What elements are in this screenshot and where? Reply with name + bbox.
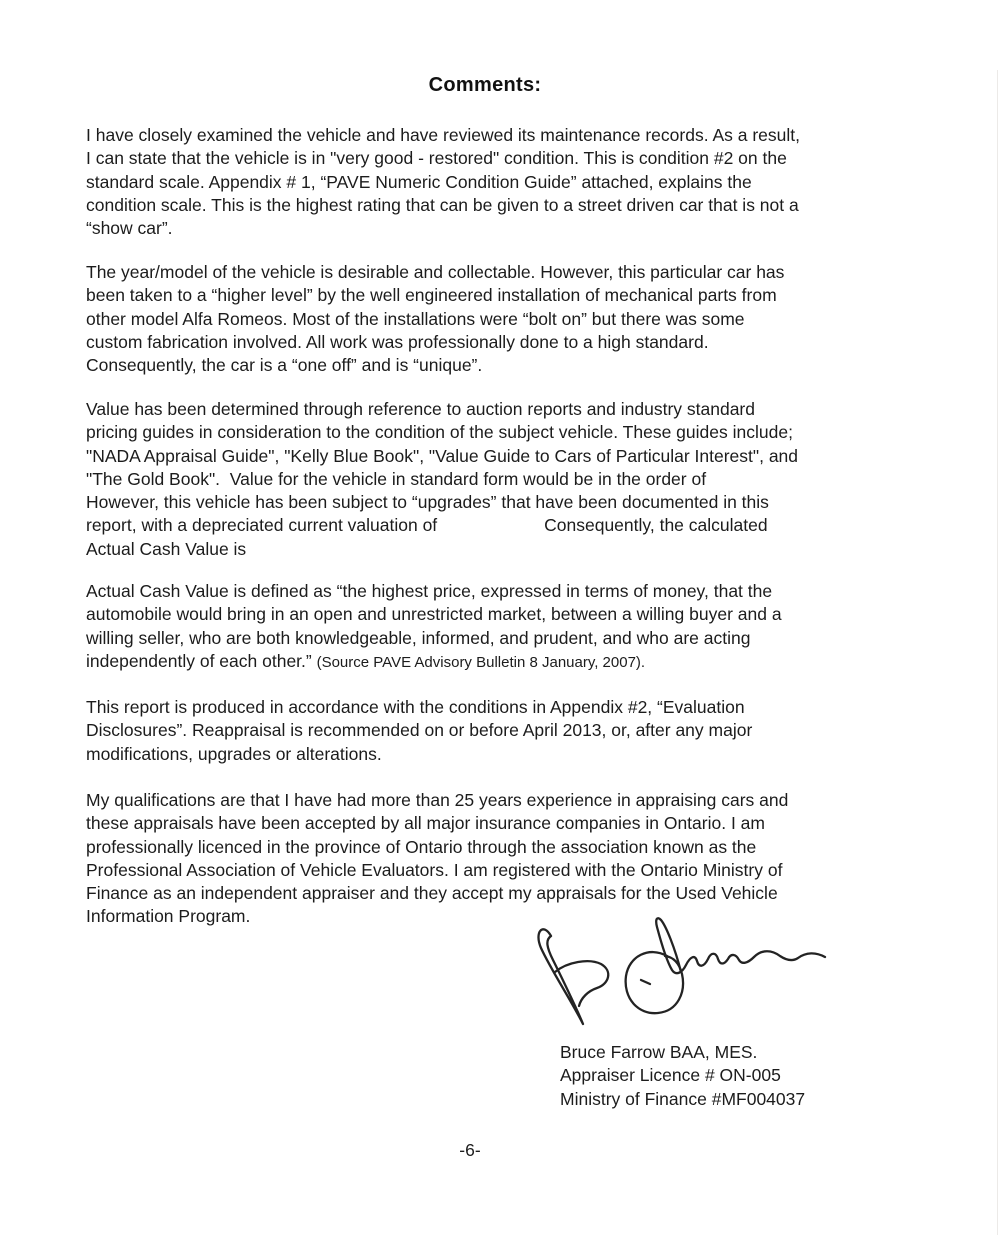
text-line: Actual Cash Value is xyxy=(86,538,247,559)
text-line: My qualifications are that I have had more than 25 years experience in appraising cars and xyxy=(86,790,789,810)
text-line: Actual Cash Value is defined as “the highest price, expressed in terms of money, that the xyxy=(86,581,773,601)
signer-ministry: Ministry of Finance #MF004037 xyxy=(560,1088,806,1109)
source-note: (Source PAVE Advisory Bulletin 8 January, 2007). xyxy=(316,653,646,671)
text-line: I can state that the vehicle is in "very good - restored" condition. This is condition #2 on the xyxy=(86,148,787,169)
text-line: been taken to a “higher level” by the well engineered installation of mechanical parts from xyxy=(86,285,777,306)
text-line: Consequently, the car is a “one off” and is “unique”. xyxy=(86,355,483,376)
text-line: these appraisals have been accepted by all major insurance companies in Ontario. I am xyxy=(86,813,765,834)
paragraph-report-conditions xyxy=(86,696,752,766)
text-line: "The Gold Book". Value for the vehicle in standard form would be in the order of xyxy=(86,468,707,489)
text-line: report, with a depreciated current valuation of Consequently, the calculated xyxy=(86,515,768,536)
paragraph-year-model xyxy=(86,261,784,377)
text-line: custom fabrication involved. All work was professionally done to a high standard. xyxy=(86,331,709,352)
text-line: other model Alfa Romeos. Most of the installations were “bolt on” but there was some xyxy=(86,308,745,329)
text-line: automobile would bring in an open and unrestricted market, between a willing buyer and a xyxy=(86,604,782,625)
text-line: Information Program. xyxy=(86,906,251,927)
paragraph-acv-definition xyxy=(86,580,782,674)
text-line: “show car”. xyxy=(86,218,173,239)
text-line: I have closely examined the vehicle and have reviewed its maintenance records. As a result, xyxy=(86,125,800,145)
text-line: willing seller, who are both knowledgeable, informed, and prudent, and who are acting xyxy=(86,627,751,648)
text-line: "NADA Appraisal Guide", "Kelly Blue Book", "Value Guide to Cars of Particular Interest", and xyxy=(86,445,799,466)
page-title: Comments: xyxy=(428,74,542,96)
handwritten-signature-icon xyxy=(533,916,833,1044)
text-line: Professional Association of Vehicle Evaluators. I am registered with the Ontario Ministry of xyxy=(86,859,783,880)
paragraph-value-determination xyxy=(86,398,798,561)
text-span: independently of each other.” xyxy=(86,650,317,671)
text-line: Disclosures”. Reappraisal is recommended on or before April 2013, or, after any major xyxy=(86,720,753,741)
text-line: modifications, upgrades or alterations. xyxy=(86,743,382,764)
text-line xyxy=(86,650,782,674)
text-line: standard scale. Appendix # 1, “PAVE Numeric Condition Guide” attached, explains the xyxy=(86,171,752,192)
text-line: pricing guides in consideration to the condition of the subject vehicle. These guides include; xyxy=(86,422,793,443)
text-line: However, this vehicle has been subject to “upgrades” that have been documented in this xyxy=(86,492,769,513)
text-line: The year/model of the vehicle is desirable and collectable. However, this particular car has xyxy=(86,262,785,282)
text-line: Finance as an independent appraiser and they accept my appraisals for the Used Vehicle xyxy=(86,883,778,904)
text-line: condition scale. This is the highest rating that can be given to a street driven car that is not a xyxy=(86,194,799,215)
text-line: Value has been determined through reference to auction reports and industry standard xyxy=(86,399,755,419)
signer-name: Bruce Farrow BAA, MES. xyxy=(560,1042,758,1062)
page-number: -6- xyxy=(459,1140,481,1160)
signature-block xyxy=(560,1041,805,1111)
text-line: professionally licenced in the province of Ontario through the association known as the xyxy=(86,836,757,857)
signer-licence: Appraiser Licence # ON-005 xyxy=(560,1065,781,1086)
paragraph-qualifications xyxy=(86,789,788,929)
text-line: This report is produced in accordance with the conditions in Appendix #2, “Evaluation xyxy=(86,697,745,717)
paragraph-condition xyxy=(86,124,800,240)
scan-edge-artifact xyxy=(997,70,998,1235)
